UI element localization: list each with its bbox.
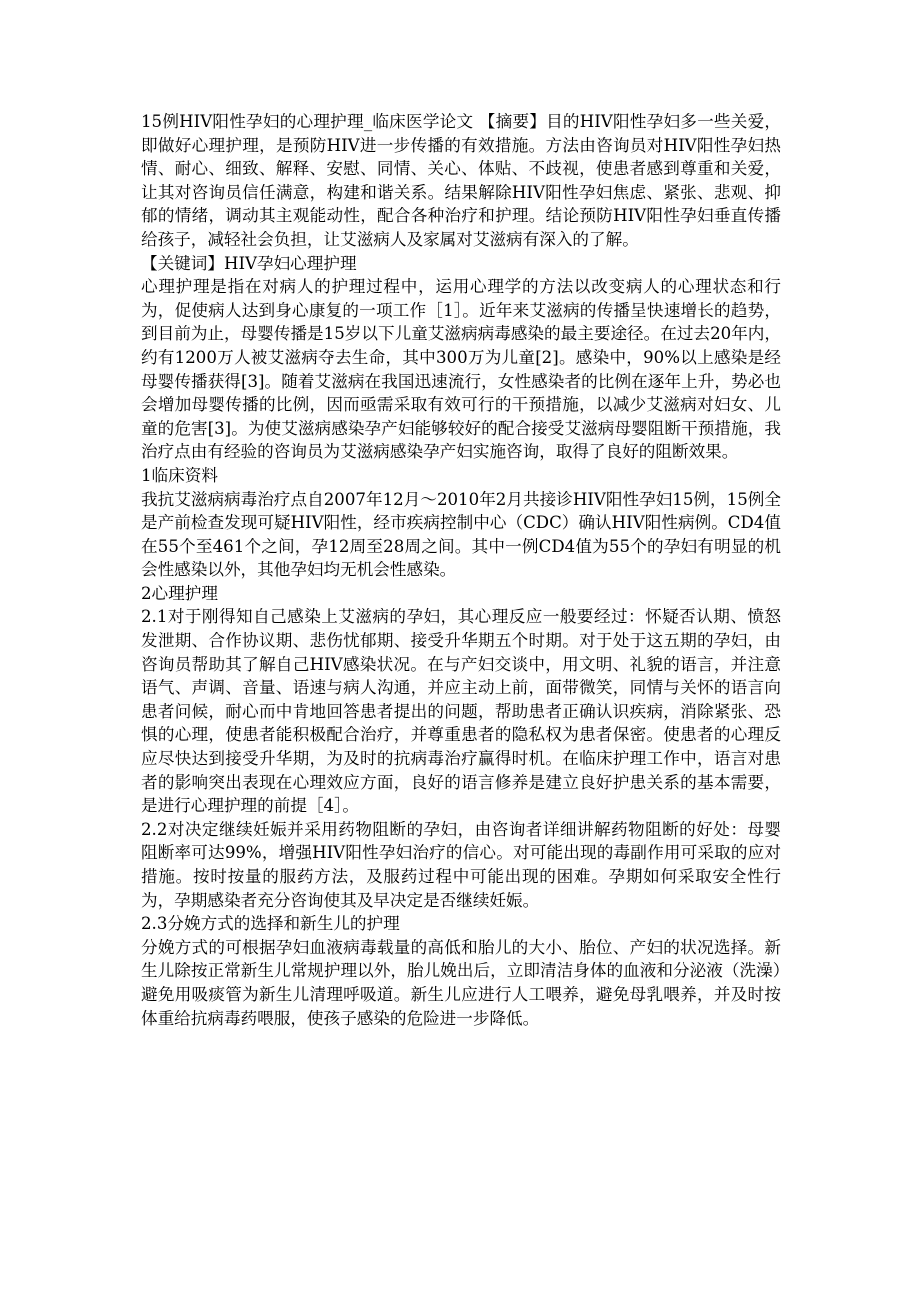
section-1-paragraph: 我抗艾滋病病毒治疗点自2007年12月～2010年2月共接诊HIV阳性孕妇15例，15例全是产前检查发现可疑HIV阳性，经市疾病控制中心（CDC）确认HIV阳性病例。CD4值在55个至461个之间，孕12周至28周之间。其中一例CD4值为55个的孕妇有明显的机会性感染以外，其他孕妇均无机会性感染。	[141, 489, 781, 580]
abstract-paragraph: 15例HIV阳性孕妇的心理护理_临床医学论文 【摘要】目的HIV阳性孕妇多一些关爱，即做好心理护理，是预防HIV进一步传播的有效措施。方法由咨询员对HIV阳性孕妇热情、耐心、细致、解释、安慰、同情、关心、体贴、不歧视，使患者感到尊重和关爱，让其对咨询员信任满意，构建和谐关系。结果解除HIV阳性孕妇焦虑、紧张、悲观、抑郁的情绪，调动其主观能动性，配合各种治疗和护理。结论预防HIV阳性孕妇垂直传播给孩子，减轻社会负担，让艾滋病人及家属对艾滋病有深入的了解。	[141, 112, 781, 249]
intro-paragraph: 心理护理是指在对病人的护理过程中，运用心理学的方法以改变病人的心理状态和行为，促使病人达到身心康复的一项工作［1］。近年来艾滋病的传播呈快速增长的趋势，到目前为止，母婴传播是15岁以下儿童艾滋病病毒感染的最主要途径。在过去20年内，约有1200万人被艾滋病夺去生命，其中300万为儿童[2]。感染中，90%以上感染是经母婴传播获得[3]。随着艾滋病在我国迅速流行，女性感染者的比例在逐年上升，势必也会增加母婴传播的比例，因而亟需采取有效可行的干预措施，以减少艾滋病对妇女、儿童的危害[3]。为使艾滋病感染孕产妇能够较好的配合接受艾滋病母婴阻断干预措施，我治疗点由有经验的咨询员为艾滋病感染孕产妇实施咨询，取得了良好的阻断效果。	[141, 277, 781, 462]
section-2-2-paragraph: 2.2对决定继续妊娠并采用药物阻断的孕妇，由咨询者详细讲解药物阻断的好处：母婴阻断率可达99%，增强HIV阳性孕妇治疗的信心。对可能出现的毒副作用可采取的应对措施。按时按量的服药方法，及服药过程中可能出现的困难。孕期如何采取安全性行为，孕期感染者充分咨询使其及早决定是否继续妊娠。	[141, 819, 781, 910]
section-2-3-paragraph: 分娩方式的可根据孕妇血液病毒载量的高低和胎儿的大小、胎位、产妇的状况选择。新生儿除按正常新生儿常规护理以外，胎儿娩出后，立即清洁身体的血液和分泌液（洗澡）避免用吸痰管为新生儿清理呼吸道。新生儿应进行人工喂养，避免母乳喂养，并及时按体重给抗病毒药喂服，使孩子感染的危险进一步降低。	[141, 937, 781, 1028]
section-2-heading: 2心理护理	[141, 583, 218, 603]
section-2-3-heading: 2.3分娩方式的选择和新生儿的护理	[141, 914, 400, 934]
section-1-heading: 1临床资料	[141, 465, 218, 485]
section-2-1-paragraph: 2.1对于刚得知自己感染上艾滋病的孕妇，其心理反应一般要经过：怀疑否认期、愤怒发泄期、合作协议期、悲伤忧郁期、接受升华期五个时期。对于处于这五期的孕妇，由咨询员帮助其了解自己HIV感染状况。在与产妇交谈中，用文明、礼貌的语言，并注意语气、声调、音量、语速与病人沟通，并应主动上前，面带微笑，同情与关怀的语言向患者问候，耐心而中肯地回答患者提出的问题，帮助患者正确认识疾病，消除紧张、恐惧的心理，使患者能积极配合治疗，并尊重患者的隐私权为患者保密。使患者的心理反应尽快达到接受升华期，为及时的抗病毒治疗赢得时机。在临床护理工作中，语言对患者的影响突出表现在心理效应方面，良好的语言修养是建立良好护患关系的基本需要，是进行心理护理的前提［4］。	[141, 607, 781, 816]
document-page	[141, 110, 781, 1030]
keywords-line: 【关键词】HIV孕妇心理护理	[141, 253, 357, 273]
